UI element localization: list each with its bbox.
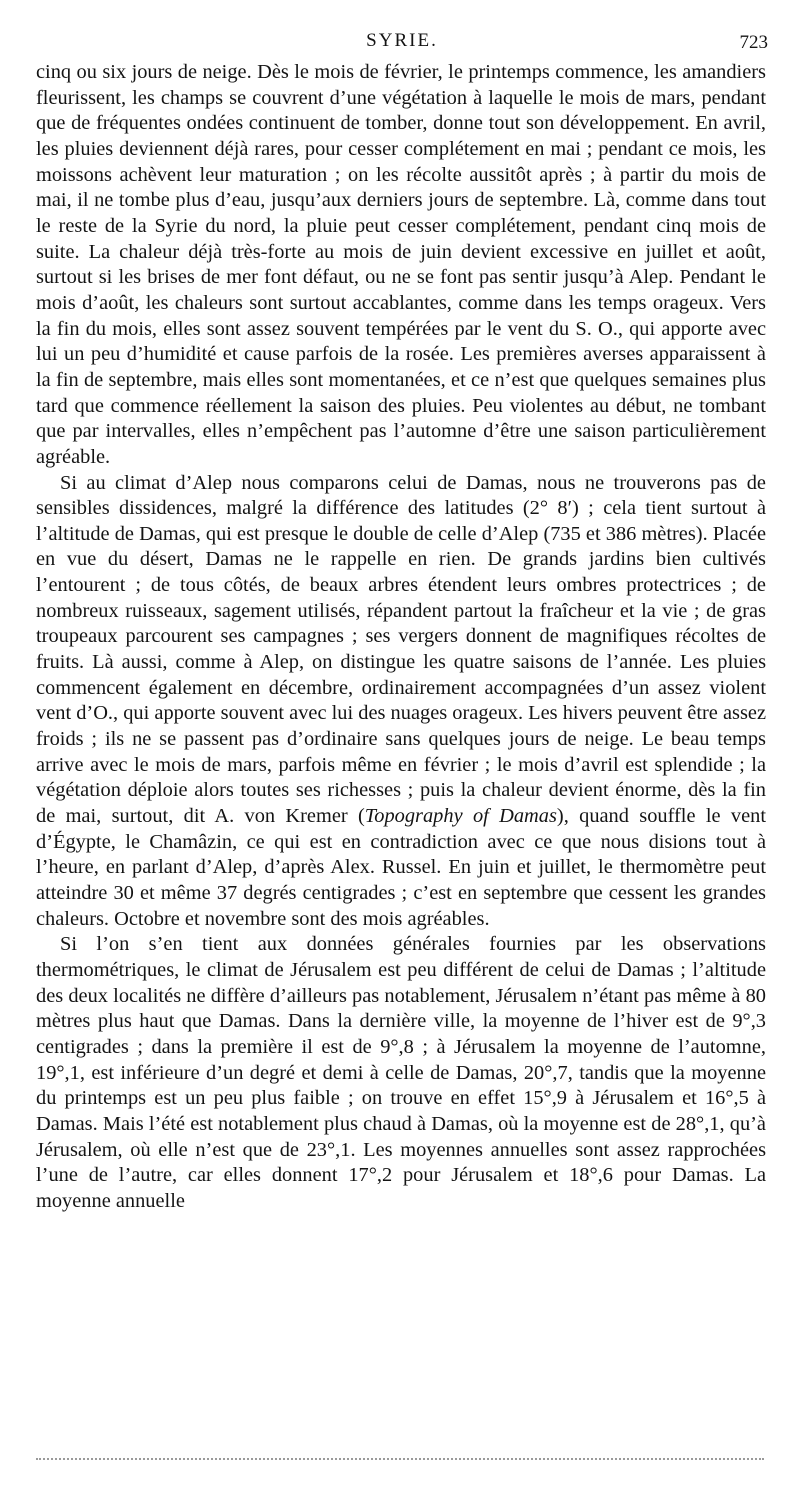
paragraph-alep-climate — [36, 60, 766, 471]
footer-dotted-rule — [36, 1458, 764, 1460]
paragraph-text: cinq ou six jours de neige. Dès le mois de février, le printemps commence, les amandiers fleurissent, les champs se couvrent d’une végétation à laquelle le mois de mars, pendant que de fréquentes ondées continuent de tomber, donne tout son développement. En avril, les pluies deviennent déjà rares, pour cesser complétement en mai ; pendant ce mois, les moissons achèvent leur maturation ; on les récolte aussitôt après ; à partir du mois de mai, il ne tombe plus d’eau, jusqu’aux derniers jours de septembre. Là, comme dans tout le reste de la Syrie du nord, la pluie peut cesser complétement, pendant cinq mois de suite. La chaleur déjà très-forte au mois de juin devient excessive en juillet et août, surtout si les brises de mer font défaut, ou ne se font pas sentir jusqu’à Alep. Pendant le mois d’août, les chaleurs sont surtout accablantes, comme dans les temps orageux. Vers la fin du mois, elles sont assez souvent tempérées par le vent du S. O., qui apporte avec lui un peu d’humidité et cause parfois de la rosée. Les premières averses apparaissent à la fin de septembre, mais elles sont momentanées, et ce n’est que quelques semaines plus tard que commence réellement la saison des pluies. Peu violentes au début, ne tombant que par intervalles, elles n’empêchent pas l’automne d’être une saison particulièrement agréable. — [36, 61, 766, 468]
paragraph-text-continued: ), quand souffle le vent d’Égypte, le Chamâzin, ce qui est en contradiction avec ce que nous disions tout à l’heure, en parlant d’Alep, d’après Alex. Russel. En juin et juillet, le thermomètre peut atteindre 30 et même 37 degrés centigrades ; c’est en septembre que cessent les grandes chaleurs. Octobre et novembre sont des mois agréables. — [36, 805, 766, 930]
running-title: SYRIE. — [366, 30, 438, 51]
paragraph-damas-climate — [36, 471, 766, 933]
book-title-italic: Topography of Damas — [364, 805, 557, 828]
paragraph-text: Si l’on s’en tient aux données générales fournies par les observations thermométriques, le climat de Jérusalem est peu différent de celui de Damas ; l’altitude des deux localités ne diffère d’ailleurs pas notablement, Jérusalem n’étant pas même à 80 mètres plus haut que Damas. Dans la dernière ville, la moyenne de l’hiver est de 9°,3 centigrades ; dans la première il est de 9°,8 ; à Jérusalem la moyenne de l’automne, 19°,1, est inférieure d’un degré et demi à celle de Damas, 20°,7, tandis que la moyenne du printemps est un peu plus faible ; on trouve en effet 15°,9 à Jérusalem et 16°,5 à Damas. Mais l’été est notablement plus chaud à Damas, où la moyenne est de 28°,1, qu’à Jérusalem, où elle n’est que de 23°,1. Les moyennes annuelles sont assez rapprochées l’une de l’autre, car elles donnent 17°,2 pour Jérusalem et 18°,6 pour Damas. La moyenne annuelle — [36, 933, 766, 1212]
page-header — [36, 30, 768, 56]
paragraph-text: Si au climat d’Alep nous comparons celui de Damas, nous ne trouverons pas de sensibles dissidences, malgré la différence des latitudes (2° 8′) ; cela tient surtout à l’altitude de Damas, qui est presque le double de celle d’Alep (735 et 386 mètres). Placée en vue du désert, Damas ne le rappelle en rien. De grands jardins bien cultivés l’entourent ; de tous côtés, de beaux arbres étendent leurs ombres protectrices ; de nombreux ruisseaux, sagement utilisés, répandent partout la fraîcheur et la vie ; de gras troupeaux parcourent ses campagnes ; ses vergers donnent de magnifiques récoltes de fruits. Là aussi, comme à Alep, on distingue les quatre saisons de l’année. Les pluies commencent également en décembre, ordinairement accompagnées d’un assez violent vent d’O., qui apporte souvent avec lui des nuages orageux. Les hivers peuvent être assez froids ; ils ne se passent pas d’ordinaire sans quelques jours de neige. Le beau temps arrive avec le mois de mars, parfois même en février ; le mois d’avril est splendide ; la végétation déploie alors toutes ses richesses ; puis la chaleur devient énorme, dès la fin de mai, surtout, dit A. von Kremer ( — [36, 471, 766, 828]
paragraph-jerusalem-climate — [36, 932, 766, 1214]
body-text — [36, 60, 766, 1215]
page-number: 723 — [739, 32, 768, 53]
